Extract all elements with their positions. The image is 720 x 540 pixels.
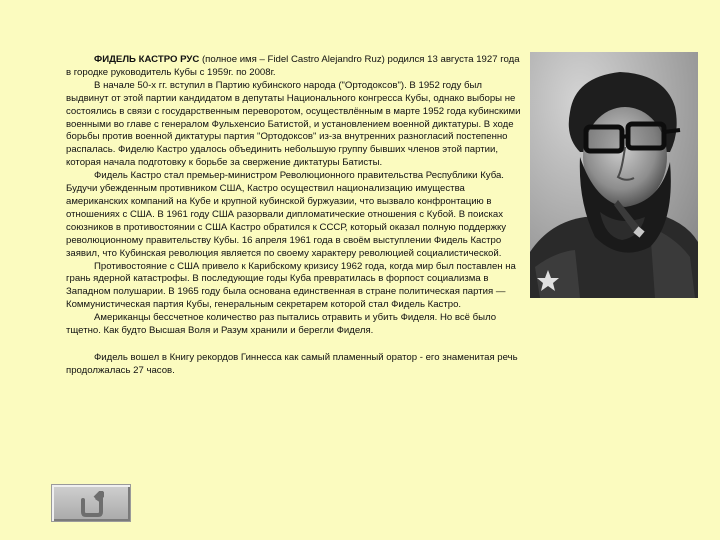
- portrait-image: [530, 52, 698, 298]
- paragraph-party: В начале 50-х гг. вступил в Партию кубинского народа ("Ортодоксов"). В 1952 году был выдвинут от этой партии кандидатом в депутаты Национального конгресса Кубы, однако выборы не состоялись в связи с государственным переворотом, осуществлённым в марте 1952 года кубинскими военными во главе с генералом Фульхенсио Батистой, и установлением военной диктатуры. В ходе борьбы против военной диктатуры партия "Ортодоксов" из-за внутренних разногласий постепенно распалась. Фиделю Кастро удалось объединить небольшую группу бывших членов этой партии, которая начала подготовку к борьбе за свержение диктатуры Батисты.: [66, 79, 521, 169]
- paragraph-premier: Фидель Кастро стал премьер-министром Революционного правительства Республики Куба. Будучи убежденным противником США, Кастро осуществил национализацию имущества американских компаний на Кубе и крупной кубинской буржуазии, что вызвало конфронтацию в отношениях с США. В 1961 году США разорвали дипломатические отношения с Кубой. В поисках союзников в противостоянии с США Кастро обратился к СССР, который оказал полную поддержку революционному правительству Кубы. 16 апреля 1961 года в своём выступлении Фидель Кастро заявил, что Кубинская революция является по своему характеру революцией социалистической.: [66, 170, 507, 259]
- lead-name: ФИДЕЛЬ КАСТРО РУС: [94, 54, 200, 65]
- intro-text: (полное имя – Fidel Castro Alejandro Ruz) родился 13 августа 1927 года в городке руководитель Кубы с 1959г. по 2008г.: [66, 54, 520, 78]
- paragraph-intro: [66, 54, 524, 80]
- back-button[interactable]: [51, 484, 131, 522]
- paragraph-crisis: Противостояние с США привело к Карибскому кризису 1962 года, когда мир был поставлен на грань ядерной катастрофы. В последующие годы Куба превратилась в форпост социализма в Западном полушарии. В 1965 году была основана единственная в стране политическая партия — Коммунистическая партия Кубы, генеральным секретарем которой стал Фидель Кастро.: [66, 260, 516, 311]
- article-text: [66, 54, 524, 378]
- return-arrow-icon: [80, 491, 104, 517]
- paragraph-assassination: Американцы бессчетное количество раз пытались отравить и убить Фиделя. Но всё было тщетно. Как будто Высшая Воля и Разум хранили и берегли Фиделя.: [66, 312, 497, 337]
- paragraph-record: Фидель вошел в Книгу рекордов Гиннесса как самый пламенный оратор - его знаменитая речь продолжалась 27 часов.: [66, 351, 518, 376]
- spacer: [66, 338, 524, 352]
- portrait-photo: [530, 52, 698, 298]
